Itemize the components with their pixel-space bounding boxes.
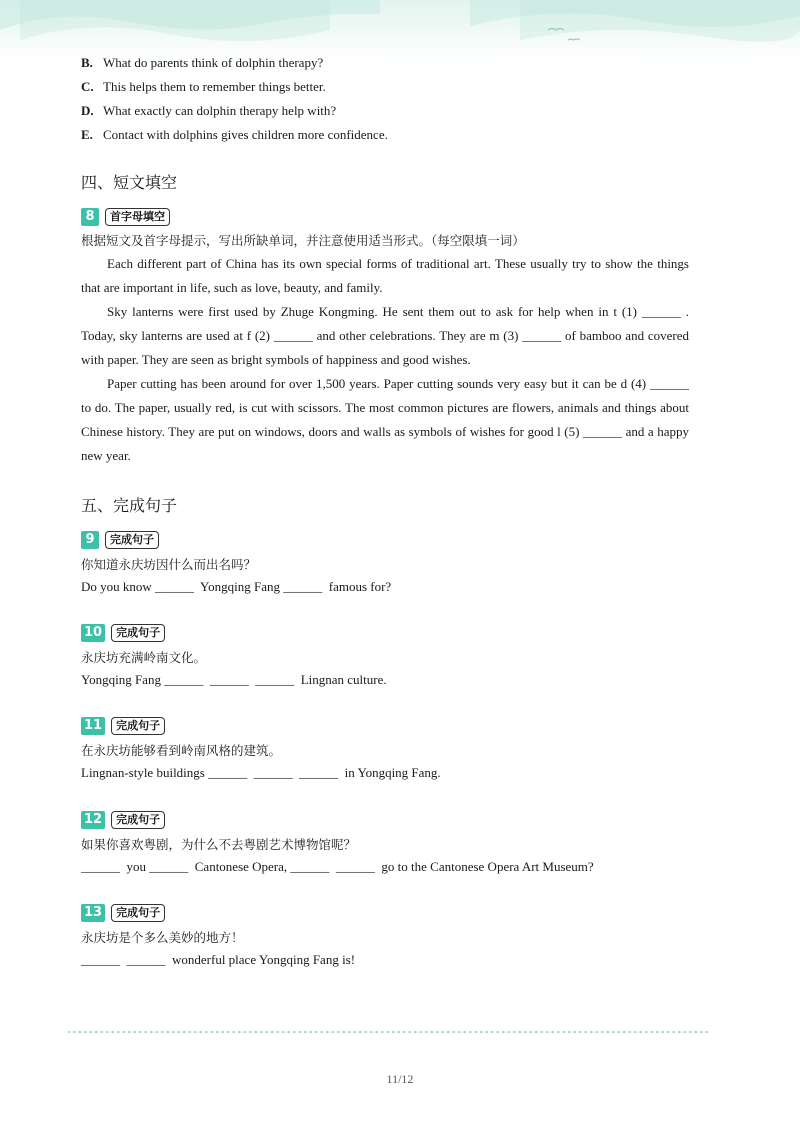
question-type-tag: 完成句子: [105, 531, 159, 549]
question-type-tag: 完成句子: [111, 624, 165, 642]
question-number: 9: [81, 531, 99, 549]
question-header: [81, 530, 159, 550]
chinese-sentence: 你知道永庆坊因什么而出名吗？: [81, 557, 257, 572]
question-number: 12: [81, 811, 105, 829]
footer-divider: [68, 1031, 710, 1033]
english-sentence: Yongqing Fang ______ ______ ______ Lingnan culture.: [81, 672, 387, 687]
chinese-sentence: 如果你喜欢粤剧，为什么不去粤剧艺术博物馆呢？: [81, 837, 357, 852]
header-decoration: [0, 0, 800, 62]
question-number: 8: [81, 208, 99, 226]
section-title: 五、完成句子: [81, 496, 178, 515]
option-c: C. This helps them to remember things better.: [81, 79, 326, 94]
page-number: 11/12: [386, 1072, 414, 1086]
section-title: 四、短文填空: [81, 173, 178, 192]
option-b: B. What do parents think of dolphin therapy?: [81, 55, 324, 70]
question-header: [81, 716, 165, 736]
option-e: E. Contact with dolphins gives children more confidence.: [81, 127, 388, 142]
chinese-sentence: 永庆坊充满岭南文化。: [81, 650, 207, 665]
english-sentence: ______ you ______ Cantonese Opera, ______ ______ go to the Cantonese Opera Art Museum?: [81, 859, 594, 874]
option-d: D. What exactly can dolphin therapy help with?: [81, 103, 337, 118]
english-sentence: Lingnan-style buildings ______ ______ ______ in Yongqing Fang.: [81, 765, 441, 780]
question-type-tag: 完成句子: [111, 717, 165, 735]
english-sentence: Do you know ______ Yongqing Fang ______ famous for?: [81, 579, 392, 594]
chinese-sentence: 在永庆坊能够看到岭南风格的建筑。: [81, 743, 282, 758]
passage-paragraph: Sky lanterns were first used by Zhuge Kongming. He sent them out to ask for help when in t (1) ______ . Today, sky lanterns are used at f (2) ______ and other celebrations. They are m (3) ______ of bamboo and covered with paper. They are seen as bright symbols of happiness and good wishes.: [81, 304, 689, 367]
question-type-tag: 完成句子: [111, 904, 165, 922]
chinese-sentence: 永庆坊是个多么美妙的地方！: [81, 930, 244, 945]
passage-paragraph: Each different part of China has its own special forms of traditional art. These usually try to show the things that are important in life, such as love, beauty, and family.: [81, 256, 689, 295]
question-number: 13: [81, 904, 105, 922]
question-header: [81, 810, 165, 830]
passage-paragraph: Paper cutting has been around for over 1,500 years. Paper cutting sounds very easy but it can be d (4) ______ to do. The paper, usually red, is cut with scissors. The most common pictures are flowers, animals and things about Chinese history. They are put on windows, doors and walls as symbols of wishes for good l (5) ______ and a happy new year.: [81, 376, 689, 463]
question-number: 10: [81, 624, 105, 642]
question-header: [81, 623, 165, 643]
question-header: [81, 903, 165, 923]
question-header: [81, 207, 170, 227]
question-number: 11: [81, 717, 105, 735]
question-type-tag: 完成句子: [111, 811, 165, 829]
question-type-tag: 首字母填空: [105, 208, 170, 226]
english-sentence: ______ ______ wonderful place Yongqing Fang is!: [81, 952, 356, 967]
instruction: 根据短文及首字母提示，写出所缺单词，并注意使用适当形式。（每空限填一词）: [81, 233, 525, 248]
